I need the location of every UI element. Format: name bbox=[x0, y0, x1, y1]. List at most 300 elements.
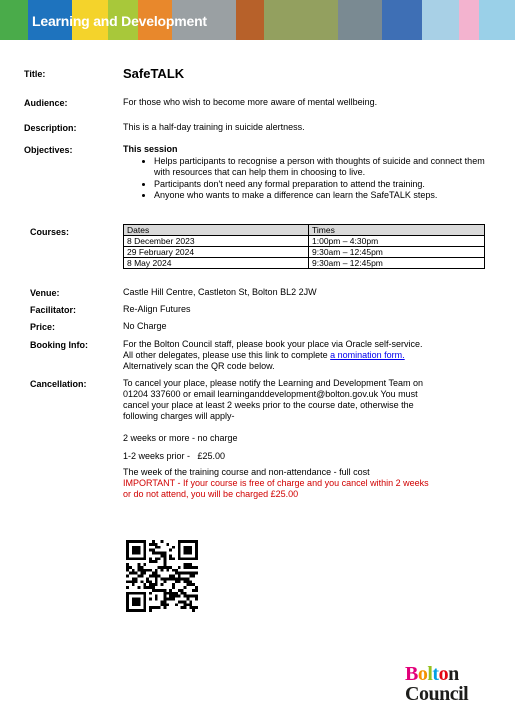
qr-module bbox=[178, 543, 181, 546]
qr-module bbox=[195, 598, 198, 601]
qr-module bbox=[126, 549, 129, 552]
venue-label: Venue: bbox=[30, 288, 60, 298]
qr-module bbox=[132, 603, 135, 606]
facilitator-text: Re-Align Futures bbox=[123, 304, 191, 314]
qr-module bbox=[189, 575, 192, 578]
qr-module bbox=[163, 552, 166, 555]
time-cell: 9:30am – 12:45pm bbox=[309, 247, 485, 258]
qr-module bbox=[138, 549, 141, 552]
qr-module bbox=[155, 560, 158, 563]
qr-module bbox=[172, 583, 175, 586]
qr-module bbox=[152, 589, 155, 592]
qr-module bbox=[152, 606, 155, 609]
qr-module bbox=[195, 589, 198, 592]
qr-module bbox=[149, 560, 152, 563]
qr-module bbox=[140, 557, 143, 560]
qr-module bbox=[195, 552, 198, 555]
qr-module bbox=[175, 603, 178, 606]
qr-module bbox=[126, 540, 129, 543]
qr-module bbox=[135, 540, 138, 543]
cancellation-para-line: 01204 337600 or email learninganddevelopment@bolton.gov.uk You must bbox=[123, 389, 418, 399]
qr-module bbox=[138, 609, 141, 612]
qr-module bbox=[175, 577, 178, 580]
qr-module bbox=[135, 603, 138, 606]
qr-module bbox=[161, 577, 164, 580]
qr-module bbox=[140, 592, 143, 595]
qr-module bbox=[172, 595, 175, 598]
qr-module bbox=[189, 549, 192, 552]
qr-module bbox=[172, 569, 175, 572]
qr-module bbox=[132, 600, 135, 603]
qr-module bbox=[178, 595, 181, 598]
date-cell: 8 May 2024 bbox=[124, 258, 309, 269]
qr-module bbox=[138, 586, 141, 589]
qr-module bbox=[175, 569, 178, 572]
qr-module bbox=[155, 595, 158, 598]
qr-module bbox=[155, 552, 158, 555]
qr-module bbox=[181, 572, 184, 575]
qr-module bbox=[184, 592, 187, 595]
qr-module bbox=[149, 592, 152, 595]
qr-module bbox=[140, 566, 143, 569]
qr-module bbox=[129, 540, 132, 543]
bolton-council-logo bbox=[405, 664, 489, 706]
qr-module bbox=[189, 563, 192, 566]
qr-module bbox=[129, 566, 132, 569]
qr-module bbox=[166, 569, 169, 572]
qr-module bbox=[143, 586, 146, 589]
qr-module bbox=[184, 572, 187, 575]
logo-letter: l bbox=[427, 663, 433, 685]
qr-module bbox=[195, 549, 198, 552]
qr-module bbox=[132, 572, 135, 575]
qr-module bbox=[161, 554, 164, 557]
qr-module bbox=[163, 603, 166, 606]
qr-module bbox=[195, 586, 198, 589]
qr-module bbox=[143, 572, 146, 575]
qr-module bbox=[186, 540, 189, 543]
qr-module bbox=[152, 575, 155, 578]
qr-module bbox=[192, 606, 195, 609]
cancellation-para-line: To cancel your place, please notify the Learning and Development Team on bbox=[123, 378, 424, 388]
qr-module bbox=[126, 595, 129, 598]
qr-module bbox=[126, 586, 129, 589]
qr-module bbox=[132, 577, 135, 580]
qr-module bbox=[169, 566, 172, 569]
qr-module bbox=[126, 609, 129, 612]
logo-letter: o bbox=[417, 663, 428, 685]
qr-module bbox=[158, 546, 161, 549]
qr-module bbox=[132, 583, 135, 586]
qr-module bbox=[146, 577, 149, 580]
qr-module bbox=[135, 549, 138, 552]
qr-module bbox=[192, 566, 195, 569]
qr-module bbox=[178, 557, 181, 560]
qr-module bbox=[138, 566, 141, 569]
qr-module bbox=[135, 552, 138, 555]
facilitator-label: Facilitator: bbox=[30, 305, 77, 315]
qr-module bbox=[152, 583, 155, 586]
description-label: Description: bbox=[24, 123, 77, 133]
qr-module bbox=[155, 589, 158, 592]
qr-module bbox=[181, 592, 184, 595]
qr-module bbox=[158, 552, 161, 555]
qr-module bbox=[138, 546, 141, 549]
qr-module bbox=[149, 586, 152, 589]
qr-module bbox=[135, 580, 138, 583]
qr-module bbox=[163, 577, 166, 580]
qr-module bbox=[143, 583, 146, 586]
qr-module bbox=[155, 543, 158, 546]
charge-line-3: The week of the training course and non-attendance - full cost bbox=[123, 467, 370, 477]
qr-module bbox=[181, 606, 184, 609]
qr-module bbox=[175, 572, 178, 575]
qr-module bbox=[166, 577, 169, 580]
qr-module bbox=[140, 540, 143, 543]
qr-module bbox=[155, 575, 158, 578]
qr-module bbox=[178, 572, 181, 575]
objective-item: • Anyone who wants to make a difference can learn the SafeTALK steps. bbox=[154, 190, 499, 201]
qr-module bbox=[169, 577, 172, 580]
qr-module bbox=[126, 580, 129, 583]
qr-module bbox=[126, 600, 129, 603]
qr-module bbox=[163, 600, 166, 603]
qr-module bbox=[189, 557, 192, 560]
qr-module bbox=[138, 592, 141, 595]
qr-module bbox=[195, 606, 198, 609]
qr-module bbox=[135, 557, 138, 560]
qr-module bbox=[163, 560, 166, 563]
qr-module bbox=[189, 606, 192, 609]
qr-module bbox=[132, 546, 135, 549]
qr-module bbox=[175, 595, 178, 598]
qr-module bbox=[184, 546, 187, 549]
qr-module bbox=[166, 543, 169, 546]
qr-module bbox=[178, 554, 181, 557]
qr-module bbox=[186, 577, 189, 580]
qr-module bbox=[155, 598, 158, 601]
price-text: No Charge bbox=[123, 321, 167, 331]
qr-module bbox=[149, 575, 152, 578]
qr-module bbox=[181, 600, 184, 603]
qr-module bbox=[129, 557, 132, 560]
qr-module bbox=[189, 566, 192, 569]
qr-module bbox=[189, 595, 192, 598]
price-label: Price: bbox=[30, 322, 56, 332]
qr-module bbox=[132, 592, 135, 595]
qr-module bbox=[172, 546, 175, 549]
qr-module bbox=[138, 563, 141, 566]
qr-module bbox=[155, 557, 158, 560]
qr-module bbox=[178, 566, 181, 569]
qr-module bbox=[181, 540, 184, 543]
qr-module bbox=[161, 540, 164, 543]
banner-stripe bbox=[338, 0, 382, 40]
qr-module bbox=[155, 606, 158, 609]
qr-module bbox=[184, 540, 187, 543]
objective-item: • Participants don't need any formal preparation to attend the training. bbox=[154, 179, 499, 190]
qr-module bbox=[143, 603, 146, 606]
qr-module bbox=[152, 549, 155, 552]
qr-module bbox=[152, 572, 155, 575]
qr-module bbox=[152, 543, 155, 546]
qr-module bbox=[132, 549, 135, 552]
qr-module bbox=[163, 557, 166, 560]
qr-module bbox=[192, 595, 195, 598]
qr-module bbox=[166, 592, 169, 595]
banner-stripe bbox=[264, 0, 338, 40]
qr-module bbox=[135, 592, 138, 595]
qr-module bbox=[186, 603, 189, 606]
qr-module bbox=[178, 546, 181, 549]
qr-module bbox=[184, 595, 187, 598]
time-cell: 9:30am – 12:45pm bbox=[309, 258, 485, 269]
booking-line3: Alternatively scan the QR code below. bbox=[123, 361, 275, 371]
qr-module bbox=[186, 595, 189, 598]
qr-module bbox=[172, 575, 175, 578]
table-row bbox=[124, 236, 485, 247]
qr-module bbox=[126, 563, 129, 566]
qr-module bbox=[126, 598, 129, 601]
qr-module bbox=[184, 557, 187, 560]
cancellation-para-line: cancel your place at least 2 weeks prior to the course date, otherwise the bbox=[123, 400, 414, 410]
qr-module bbox=[155, 577, 158, 580]
booking-line2-text: All other delegates, please use this link to complete bbox=[123, 350, 328, 360]
logo-letter: o bbox=[438, 663, 449, 685]
logo-letter: t bbox=[432, 663, 439, 685]
qr-module bbox=[140, 575, 143, 578]
qr-module bbox=[163, 598, 166, 601]
qr-module bbox=[195, 543, 198, 546]
qr-module bbox=[163, 589, 166, 592]
qr-module bbox=[186, 549, 189, 552]
qr-module bbox=[169, 589, 172, 592]
qr-module bbox=[143, 552, 146, 555]
time-cell: 1:00pm – 4:30pm bbox=[309, 236, 485, 247]
qr-module bbox=[143, 557, 146, 560]
qr-module bbox=[178, 552, 181, 555]
qr-module bbox=[195, 557, 198, 560]
qr-module bbox=[149, 549, 152, 552]
qr-module bbox=[126, 603, 129, 606]
qr-module bbox=[126, 546, 129, 549]
qr-module bbox=[138, 569, 141, 572]
table-header-row bbox=[124, 225, 485, 236]
qr-module bbox=[143, 554, 146, 557]
qr-module bbox=[181, 577, 184, 580]
qr-module bbox=[178, 575, 181, 578]
qr-module bbox=[195, 554, 198, 557]
qr-module bbox=[143, 546, 146, 549]
qr-module bbox=[186, 566, 189, 569]
qr-module bbox=[163, 554, 166, 557]
qr-module bbox=[192, 572, 195, 575]
qr-module bbox=[149, 580, 152, 583]
qr-module bbox=[149, 598, 152, 601]
qr-module bbox=[149, 543, 152, 546]
qr-module bbox=[161, 552, 164, 555]
qr-module bbox=[143, 569, 146, 572]
qr-module bbox=[155, 572, 158, 575]
qr-module bbox=[132, 557, 135, 560]
qr-module bbox=[132, 580, 135, 583]
qr-module bbox=[138, 600, 141, 603]
qr-module bbox=[129, 592, 132, 595]
banner-stripe bbox=[422, 0, 459, 40]
qr-module bbox=[189, 572, 192, 575]
qr-module bbox=[189, 540, 192, 543]
qr-module bbox=[143, 543, 146, 546]
qr-module bbox=[135, 609, 138, 612]
qr-module bbox=[126, 592, 129, 595]
qr-module bbox=[181, 589, 184, 592]
qr-module bbox=[155, 580, 158, 583]
qr-module bbox=[143, 549, 146, 552]
qr-module bbox=[126, 552, 129, 555]
qr-module bbox=[152, 540, 155, 543]
qr-module bbox=[172, 577, 175, 580]
qr-module bbox=[169, 549, 172, 552]
qr-module bbox=[146, 586, 149, 589]
qr-module bbox=[172, 557, 175, 560]
qr-module bbox=[132, 540, 135, 543]
qr-module bbox=[140, 569, 143, 572]
qr-module bbox=[135, 600, 138, 603]
qr-module bbox=[178, 589, 181, 592]
logo-word-council: Council bbox=[405, 683, 469, 705]
qr-module bbox=[178, 549, 181, 552]
qr-module bbox=[138, 557, 141, 560]
qr-module bbox=[195, 595, 198, 598]
qr-module bbox=[186, 572, 189, 575]
qr-module bbox=[195, 572, 198, 575]
qr-module bbox=[161, 569, 164, 572]
qr-module bbox=[172, 586, 175, 589]
nomination-form-link[interactable]: a nomination form. bbox=[330, 350, 405, 360]
qr-module bbox=[186, 563, 189, 566]
qr-module bbox=[169, 557, 172, 560]
qr-module bbox=[175, 580, 178, 583]
qr-module bbox=[155, 583, 158, 586]
qr-module bbox=[184, 600, 187, 603]
banner-title: Learning and Development bbox=[32, 13, 207, 29]
qr-code[interactable] bbox=[126, 540, 198, 612]
qr-module bbox=[186, 552, 189, 555]
qr-module bbox=[140, 572, 143, 575]
table-row bbox=[124, 247, 485, 258]
qr-module bbox=[143, 592, 146, 595]
qr-module bbox=[178, 540, 181, 543]
qr-module bbox=[181, 557, 184, 560]
qr-module bbox=[126, 543, 129, 546]
qr-module bbox=[146, 569, 149, 572]
qr-module bbox=[163, 580, 166, 583]
qr-module bbox=[143, 600, 146, 603]
qr-module bbox=[140, 580, 143, 583]
qr-module bbox=[161, 566, 164, 569]
qr-module bbox=[195, 566, 198, 569]
objectives-heading: This session bbox=[123, 144, 178, 154]
qr-module bbox=[138, 598, 141, 601]
qr-module bbox=[138, 603, 141, 606]
qr-module bbox=[126, 606, 129, 609]
courses-label: Courses: bbox=[30, 227, 70, 237]
cancellation-para-line: following charges will apply- bbox=[123, 411, 235, 421]
qr-module bbox=[149, 557, 152, 560]
qr-module bbox=[169, 598, 172, 601]
qr-module bbox=[132, 598, 135, 601]
qr-module bbox=[132, 609, 135, 612]
qr-module bbox=[186, 546, 189, 549]
qr-module bbox=[195, 546, 198, 549]
qr-module bbox=[169, 554, 172, 557]
times-header: Times bbox=[309, 225, 485, 236]
qr-module bbox=[163, 592, 166, 595]
qr-module bbox=[143, 540, 146, 543]
qr-module bbox=[184, 603, 187, 606]
qr-module bbox=[178, 580, 181, 583]
qr-module bbox=[138, 575, 141, 578]
qr-module bbox=[163, 566, 166, 569]
qr-module bbox=[175, 592, 178, 595]
qr-module bbox=[129, 580, 132, 583]
date-cell: 29 February 2024 bbox=[124, 247, 309, 258]
courses-table bbox=[123, 224, 485, 269]
venue-text: Castle Hill Centre, Castleton St, Bolton BL2 2JW bbox=[123, 287, 317, 297]
qr-module bbox=[158, 589, 161, 592]
qr-module bbox=[135, 546, 138, 549]
qr-module bbox=[163, 606, 166, 609]
logo-word-bolton bbox=[405, 664, 489, 684]
banner-stripe bbox=[459, 0, 479, 40]
qr-module bbox=[184, 586, 187, 589]
booking-line2 bbox=[123, 350, 405, 362]
qr-module bbox=[158, 566, 161, 569]
booking-line1: For the Bolton Council staff, please book your place via Oracle self-service. bbox=[123, 339, 423, 349]
objectives-label: Objectives: bbox=[24, 145, 73, 155]
qr-module bbox=[178, 600, 181, 603]
qr-module bbox=[129, 609, 132, 612]
qr-module bbox=[184, 563, 187, 566]
qr-module bbox=[163, 563, 166, 566]
qr-module bbox=[184, 549, 187, 552]
qr-module bbox=[192, 583, 195, 586]
course-title: SafeTALK bbox=[123, 66, 185, 81]
qr-module bbox=[126, 566, 129, 569]
qr-module bbox=[169, 575, 172, 578]
dates-header: Dates bbox=[124, 225, 309, 236]
qr-module bbox=[186, 598, 189, 601]
qr-module bbox=[143, 606, 146, 609]
qr-module bbox=[152, 552, 155, 555]
qr-module bbox=[161, 603, 164, 606]
qr-module bbox=[138, 540, 141, 543]
logo-letter: n bbox=[448, 663, 459, 685]
qr-module bbox=[132, 569, 135, 572]
qr-module bbox=[184, 580, 187, 583]
audience-text: For those who wish to become more aware of mental wellbeing. bbox=[123, 97, 378, 107]
qr-module bbox=[161, 583, 164, 586]
qr-module bbox=[138, 552, 141, 555]
audience-label: Audience: bbox=[24, 98, 68, 108]
qr-module bbox=[192, 575, 195, 578]
description-text: This is a half-day training in suicide alertness. bbox=[123, 122, 305, 132]
qr-module bbox=[152, 560, 155, 563]
qr-module bbox=[184, 606, 187, 609]
qr-module bbox=[132, 552, 135, 555]
qr-module bbox=[166, 598, 169, 601]
qr-module bbox=[149, 606, 152, 609]
